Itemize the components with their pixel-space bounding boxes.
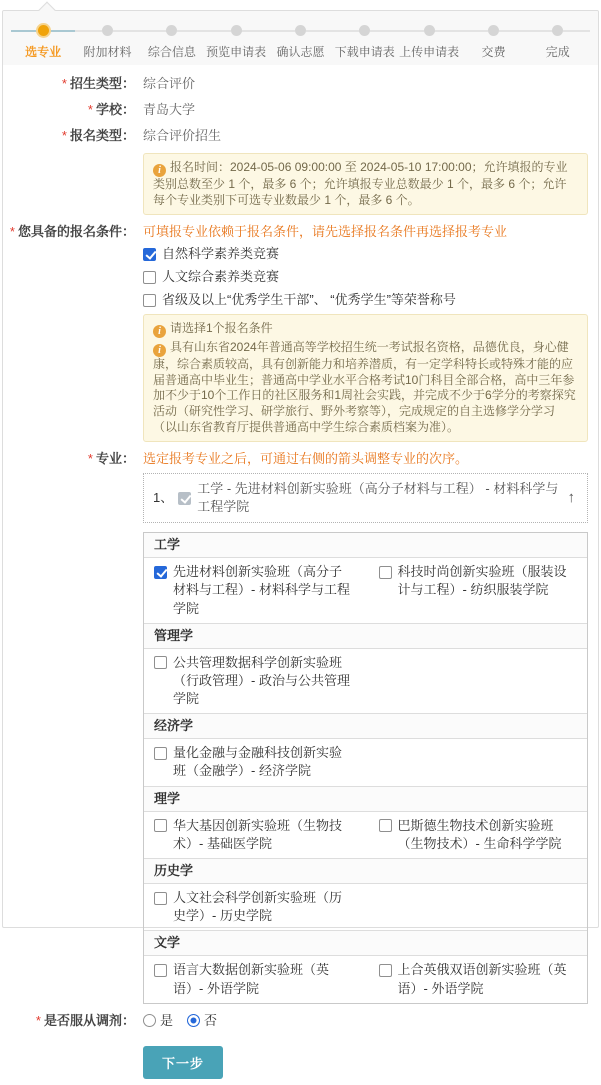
label-text: 您具备的报名条件： [17, 224, 135, 240]
step-dot [295, 25, 306, 36]
major-option[interactable] [154, 744, 353, 780]
notice-text: 报名时间：2024-05-06 09:00:00 至 2024-05-10 17:00:00；允许填报的专业类别总数至少 1 个，最多 6 个；允许填报专业总数最少 1 个，最多 6 个；允许每个专业类别下可选专业数最少 1 个，最多 6 个。 [153, 160, 568, 207]
enroll-type-row [3, 75, 588, 93]
step-dot [488, 25, 499, 36]
checkbox[interactable] [379, 964, 392, 977]
category-body-management [144, 649, 587, 715]
adjustment-radio-group [143, 1012, 588, 1030]
major-option[interactable] [154, 654, 353, 709]
major-option-label: 巴斯德生物技术创新实验班（生物技术）- 生命科学学院 [397, 817, 562, 851]
checkbox[interactable] [154, 892, 167, 905]
selected-major-row [143, 473, 588, 523]
step-select-major[interactable] [11, 23, 75, 59]
conditions-row [3, 223, 588, 442]
major-option[interactable] [154, 961, 353, 997]
radio-button[interactable] [187, 1014, 200, 1027]
application-form [3, 65, 598, 1085]
major-option[interactable] [379, 961, 578, 997]
major-option[interactable] [154, 889, 353, 925]
major-option-label: 人文社会科学创新实验班（历史学）- 历史学院 [173, 890, 343, 924]
school-label [3, 101, 135, 119]
major-option[interactable] [154, 817, 353, 853]
step-confirm-preferences[interactable] [268, 23, 332, 59]
major-option-label: 科技时尚创新实验班（服装设计与工程）- 纺织服装学院 [397, 564, 567, 598]
enroll-type-value: 综合评价 [143, 76, 196, 91]
step-label: 选专业 [25, 45, 62, 59]
info-icon: i [153, 344, 166, 357]
checkbox-disabled [178, 492, 191, 505]
step-dot [166, 25, 177, 36]
notice-text: 具有山东省2024年普通高等学校招生统一考试报名资格，品德优良，身心健康，综合素质较高，具有创新能力和培养潜质，有一定学科特长或特殊才能的应届普通高中毕业生；普通高中学业水平合格考试10门科目全部合格，高中三年参加不少于10个工作日的社区服务和1周社会实践，并完成不少于6学分的考察探究活动（研究性学习、研学旅行、野外考察等），完成规定的自主选修学分学习（以山东省教育厅提供普通高中学生综合素质档案为准）。 [153, 340, 576, 434]
major-option[interactable] [379, 817, 578, 853]
conditions-notice-line1 [153, 321, 578, 338]
checkbox[interactable] [154, 964, 167, 977]
step-label: 上传申请表 [399, 45, 460, 59]
label-text: 报名类型： [69, 128, 135, 143]
step-preview-application[interactable] [204, 23, 268, 59]
step-label: 综合信息 [147, 45, 196, 59]
application-panel [2, 10, 599, 1071]
adjustment-label [3, 1012, 135, 1030]
step-label: 预览申请表 [206, 45, 267, 59]
required-marker: * [9, 224, 15, 240]
step-dot [231, 25, 242, 36]
label-text: 专业： [95, 451, 135, 467]
conditions-notice-line2 [153, 340, 578, 435]
category-header-engineering: 工学 [144, 533, 587, 558]
step-label: 确认志愿 [276, 45, 325, 59]
major-option-label: 先进材料创新实验班（高分子材料与工程）- 材料科学与工程学院 [173, 564, 350, 616]
selected-major-index: 1、 [153, 490, 174, 506]
radio-label: 否 [204, 1012, 218, 1028]
step-label: 交费 [481, 45, 506, 59]
school-value: 青岛大学 [143, 102, 196, 117]
major-option-label: 语言大数据创新实验班（英语）- 外语学院 [173, 962, 330, 996]
major-option-label: 公共管理数据科学创新实验班（行政管理）- 政治与公共管理学院 [173, 654, 350, 707]
wizard-stepper [3, 11, 598, 65]
adjustment-row [3, 1012, 588, 1030]
majors-table [143, 532, 588, 1004]
step-dot [552, 25, 563, 36]
category-header-history: 历史学 [144, 859, 587, 884]
category-body-literature [144, 956, 587, 1002]
required-marker: * [61, 128, 67, 143]
enroll-type-label [3, 75, 135, 93]
radio-label: 是 [160, 1012, 174, 1028]
category-header-economics: 经济学 [144, 714, 587, 739]
checkbox[interactable] [143, 271, 156, 284]
checkbox[interactable] [154, 819, 167, 832]
category-body-science [144, 812, 587, 859]
condition-option-science-competition[interactable] [143, 245, 588, 263]
step-dot [102, 25, 113, 36]
checkbox[interactable] [379, 819, 392, 832]
checkbox[interactable] [379, 566, 392, 579]
step-comprehensive-info[interactable] [140, 23, 204, 59]
step-dot [424, 25, 435, 36]
step-payment[interactable] [461, 23, 525, 59]
condition-option-label: 人文综合素养类竞赛 [162, 269, 280, 285]
condition-option-honor-title[interactable] [143, 291, 588, 309]
required-marker: * [35, 1012, 41, 1028]
school-row [3, 101, 588, 119]
step-label: 附加材料 [83, 45, 132, 59]
checkbox[interactable] [154, 566, 167, 579]
step-complete[interactable] [526, 23, 590, 59]
major-label [3, 450, 135, 468]
step-dot [359, 25, 370, 36]
conditions-hint: 可填报专业依赖于报名条件，请先选择报名条件再选择报考专业 [143, 224, 508, 240]
checkbox[interactable] [154, 747, 167, 760]
step-upload-application[interactable] [397, 23, 461, 59]
apply-type-label [3, 127, 135, 145]
apply-type-row [3, 127, 588, 145]
adjustment-options [143, 1012, 588, 1030]
condition-option-label: 省级及以上“优秀学生干部”、 “优秀学生”等荣誉称号 [162, 292, 456, 308]
conditions-label [3, 223, 135, 241]
major-option[interactable] [379, 563, 578, 618]
conditions-content [143, 223, 588, 442]
move-up-icon[interactable]: ↑ [567, 489, 575, 507]
checkbox[interactable] [143, 294, 156, 307]
radio-button[interactable] [143, 1014, 156, 1027]
major-row [3, 450, 588, 1004]
info-icon: i [153, 164, 166, 177]
label-text: 是否服从调剂： [43, 1012, 135, 1028]
major-option[interactable] [154, 563, 353, 618]
required-marker: * [87, 451, 93, 467]
adjustment-option-no[interactable] [187, 1012, 217, 1030]
selected-major-label: 工学 - 先进材料创新实验班（高分子材料与工程） - 材料科学与工程学院 [197, 481, 559, 515]
category-header-literature: 文学 [144, 931, 587, 956]
apply-type-value: 综合评价招生 [143, 128, 222, 143]
major-option-label: 上合英俄双语创新实验班（英语）- 外语学院 [397, 962, 567, 996]
condition-option-humanities-competition[interactable] [143, 268, 588, 286]
required-marker: * [87, 102, 93, 117]
next-step-button[interactable]: 下一步 [143, 1046, 223, 1079]
signup-time-notice [143, 153, 588, 215]
checkbox[interactable] [154, 656, 167, 669]
label-text: 学校： [95, 102, 135, 117]
checkbox[interactable] [143, 248, 156, 261]
notice-text: 请选择1个报名条件 [170, 321, 273, 336]
label-text: 招生类型： [69, 76, 135, 91]
step-dot [38, 25, 49, 36]
category-body-engineering [144, 558, 587, 624]
category-body-economics [144, 739, 587, 786]
adjustment-option-yes[interactable] [143, 1012, 173, 1030]
step-label: 下载申请表 [334, 45, 395, 59]
major-hint: 选定报考专业之后，可通过右侧的箭头调整专业的次序。 [143, 451, 469, 467]
required-marker: * [61, 76, 67, 91]
major-option-label: 华大基因创新实验班（生物技术）- 基础医学院 [173, 817, 343, 851]
step-download-application[interactable] [333, 23, 397, 59]
category-header-science: 理学 [144, 787, 587, 812]
major-option-label: 量化金融与金融科技创新实验班（金融学）- 经济学院 [173, 745, 343, 779]
conditions-notice [143, 314, 588, 442]
info-icon: i [153, 325, 166, 338]
category-body-history [144, 884, 587, 931]
major-content [143, 450, 588, 1004]
step-label: 完成 [545, 45, 570, 59]
step-additional-materials[interactable] [75, 23, 139, 59]
condition-option-label: 自然科学素养类竞赛 [162, 246, 280, 262]
category-header-management: 管理学 [144, 624, 587, 649]
